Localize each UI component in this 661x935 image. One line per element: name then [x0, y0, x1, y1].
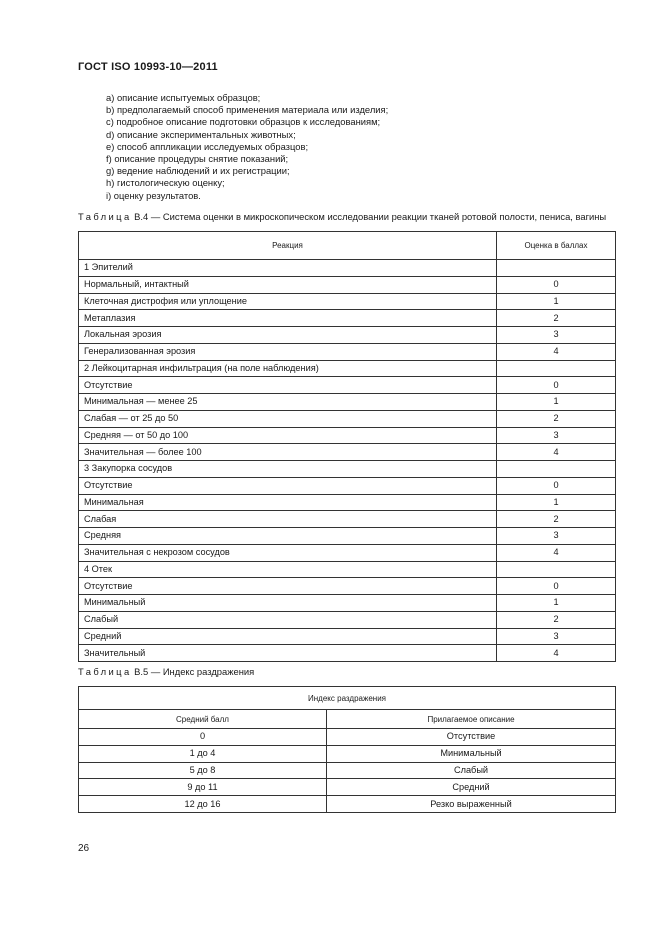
table-row	[79, 461, 616, 478]
table-row	[79, 611, 616, 628]
table-row	[79, 260, 616, 277]
score-cell: 4	[497, 343, 616, 360]
description-cell: Минимальный	[327, 745, 616, 762]
reaction-cell: Слабая — от 25 до 50	[79, 410, 497, 427]
list-item: d) описание экспериментальных животных;	[106, 128, 296, 140]
table-header-row	[79, 232, 616, 260]
table-row	[79, 779, 616, 796]
table-b5	[78, 686, 616, 813]
reaction-cell: Отсутствие	[79, 477, 497, 494]
score-cell: 4	[497, 444, 616, 461]
score-cell: 0	[497, 578, 616, 595]
list-item: b) предполагаемый способ применения материала или изделия;	[106, 104, 389, 116]
mean-score-cell: 5 до 8	[79, 762, 327, 779]
table-row	[79, 645, 616, 662]
table-row	[79, 544, 616, 561]
table-row	[79, 360, 616, 377]
reaction-cell: Нормальный, интактный	[79, 276, 497, 293]
score-cell	[497, 561, 616, 578]
score-cell: 0	[497, 477, 616, 494]
reaction-cell: Метаплазия	[79, 310, 497, 327]
caption-prefix: Таблица	[78, 211, 132, 222]
score-cell: 0	[497, 276, 616, 293]
reaction-cell: 1 Эпителий	[79, 260, 497, 277]
mean-score-cell: 12 до 16	[79, 796, 327, 813]
score-cell: 3	[497, 528, 616, 545]
score-cell: 3	[497, 628, 616, 645]
table-row	[79, 377, 616, 394]
mean-score-cell: 0	[79, 729, 327, 746]
score-cell: 4	[497, 544, 616, 561]
table-row	[79, 410, 616, 427]
reaction-cell: Локальная эрозия	[79, 327, 497, 344]
description-cell: Отсутствие	[327, 729, 616, 746]
table-b4	[78, 231, 616, 662]
column-header-description: Прилагаемое описание	[327, 710, 616, 729]
mean-score-cell: 9 до 11	[79, 779, 327, 796]
reaction-cell: Минимальная — менее 25	[79, 394, 497, 411]
document-header: ГОСТ ISO 10993-10—2011	[78, 61, 218, 73]
table-row	[79, 293, 616, 310]
description-cell: Слабый	[327, 762, 616, 779]
reaction-cell: Значительная с некрозом сосудов	[79, 544, 497, 561]
list-item: с) подробное описание подготовки образцов к исследованиям;	[106, 116, 381, 128]
list-item: g) ведение наблюдений и их регистрации;	[106, 165, 290, 177]
reaction-cell: Средний	[79, 628, 497, 645]
table-row	[79, 745, 616, 762]
reaction-cell: 2 Лейкоцитарная инфильтрация (на поле наблюдения)	[79, 360, 497, 377]
table-b5-caption	[78, 666, 254, 677]
table-row	[79, 528, 616, 545]
description-cell: Резко выраженный	[327, 796, 616, 813]
score-cell: 4	[497, 645, 616, 662]
score-cell: 1	[497, 293, 616, 310]
column-header-reaction: Реакция	[79, 232, 497, 260]
score-cell: 0	[497, 377, 616, 394]
table-row	[79, 494, 616, 511]
reaction-cell: Средняя — от 50 до 100	[79, 427, 497, 444]
table-row	[79, 578, 616, 595]
reaction-cell: 4 Отек	[79, 561, 497, 578]
list-item: h) гистологическую оценку;	[106, 177, 225, 189]
score-cell: 2	[497, 511, 616, 528]
table-row	[79, 327, 616, 344]
reaction-cell: Средняя	[79, 528, 497, 545]
column-header-score: Оценка в баллах	[497, 232, 616, 260]
description-cell: Средний	[327, 779, 616, 796]
reaction-cell: Значительный	[79, 645, 497, 662]
column-header-mean-score: Средний балл	[79, 710, 327, 729]
table-row	[79, 343, 616, 360]
table-b4-caption	[78, 211, 606, 222]
table-header-row	[79, 710, 616, 729]
score-cell	[497, 360, 616, 377]
reaction-cell: Минимальная	[79, 494, 497, 511]
reaction-cell: Значительная — более 100	[79, 444, 497, 461]
table-group-header-row	[79, 687, 616, 710]
table-row	[79, 561, 616, 578]
table-b5-body	[79, 729, 616, 813]
reaction-cell: 3 Закупорка сосудов	[79, 461, 497, 478]
table-row	[79, 511, 616, 528]
table-row	[79, 729, 616, 746]
score-cell: 1	[497, 494, 616, 511]
score-cell	[497, 260, 616, 277]
table-row	[79, 796, 616, 813]
mean-score-cell: 1 до 4	[79, 745, 327, 762]
table-row	[79, 310, 616, 327]
caption-prefix: Таблица	[78, 666, 132, 677]
reaction-cell: Слабая	[79, 511, 497, 528]
list-item: f) описание процедуры снятие показаний;	[106, 153, 289, 165]
reaction-cell: Минимальный	[79, 595, 497, 612]
reaction-cell: Генерализованная эрозия	[79, 343, 497, 360]
table-row	[79, 595, 616, 612]
score-cell: 2	[497, 410, 616, 427]
reaction-cell: Отсутствие	[79, 377, 497, 394]
table-row	[79, 762, 616, 779]
group-header-irritation-index: Индекс раздражения	[79, 687, 616, 710]
list-item: а) описание испытуемых образцов;	[106, 92, 261, 103]
reaction-cell: Отсутствие	[79, 578, 497, 595]
caption-text: В.5 — Индекс раздражения	[131, 666, 255, 677]
reaction-cell: Слабый	[79, 611, 497, 628]
score-cell: 1	[497, 595, 616, 612]
score-cell: 1	[497, 394, 616, 411]
score-cell: 3	[497, 427, 616, 444]
table-row	[79, 394, 616, 411]
score-cell: 3	[497, 327, 616, 344]
score-cell: 2	[497, 611, 616, 628]
score-cell	[497, 461, 616, 478]
caption-text: В.4 — Система оценки в микроскопическом исследовании реакции тканей ротовой полости, пениса, вагины	[131, 211, 607, 222]
table-row	[79, 628, 616, 645]
list-item: е) способ аппликации исследуемых образцов;	[106, 140, 309, 152]
score-cell: 2	[497, 310, 616, 327]
list-item: i) оценку результатов.	[106, 189, 201, 201]
report-requirements-list	[106, 92, 388, 202]
table-row	[79, 276, 616, 293]
table-row	[79, 444, 616, 461]
reaction-cell: Клеточная дистрофия или уплощение	[79, 293, 497, 310]
table-row	[79, 477, 616, 494]
table-row	[79, 427, 616, 444]
page-number: 26	[78, 843, 90, 854]
table-b4-body	[79, 260, 616, 662]
